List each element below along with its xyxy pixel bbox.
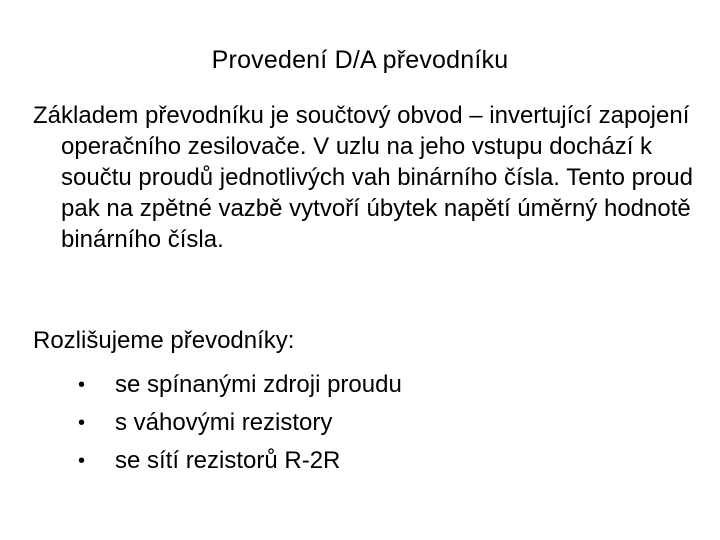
bullet-list [78,366,402,480]
bullet-icon: • [78,374,86,396]
list-intro: Rozlišujeme převodníky: [33,327,295,354]
slide-title: Provedení D/A převodníku [211,46,509,74]
list-item-label: s váhovými rezistory [115,409,333,436]
list-item-label: se spínanými zdroji proudu [115,371,402,398]
list-item [78,442,402,480]
bullet-icon: • [78,412,86,434]
body-paragraph: Základem převodníku je součtový obvod – invertující zapojení operačního zesilovače. V uzlu na jeho vstupu dochází k součtu proudů jednotlivých vah binárního čísla. Tento proud pak na zpětné vazbě vytvoří úbytek napětí úměrný hodnotě binárního čísla. [33,102,693,253]
list-item [78,404,402,442]
bullet-icon: • [78,450,86,472]
list-item [78,366,402,404]
list-item-label: se sítí rezistorů R-2R [115,447,341,474]
